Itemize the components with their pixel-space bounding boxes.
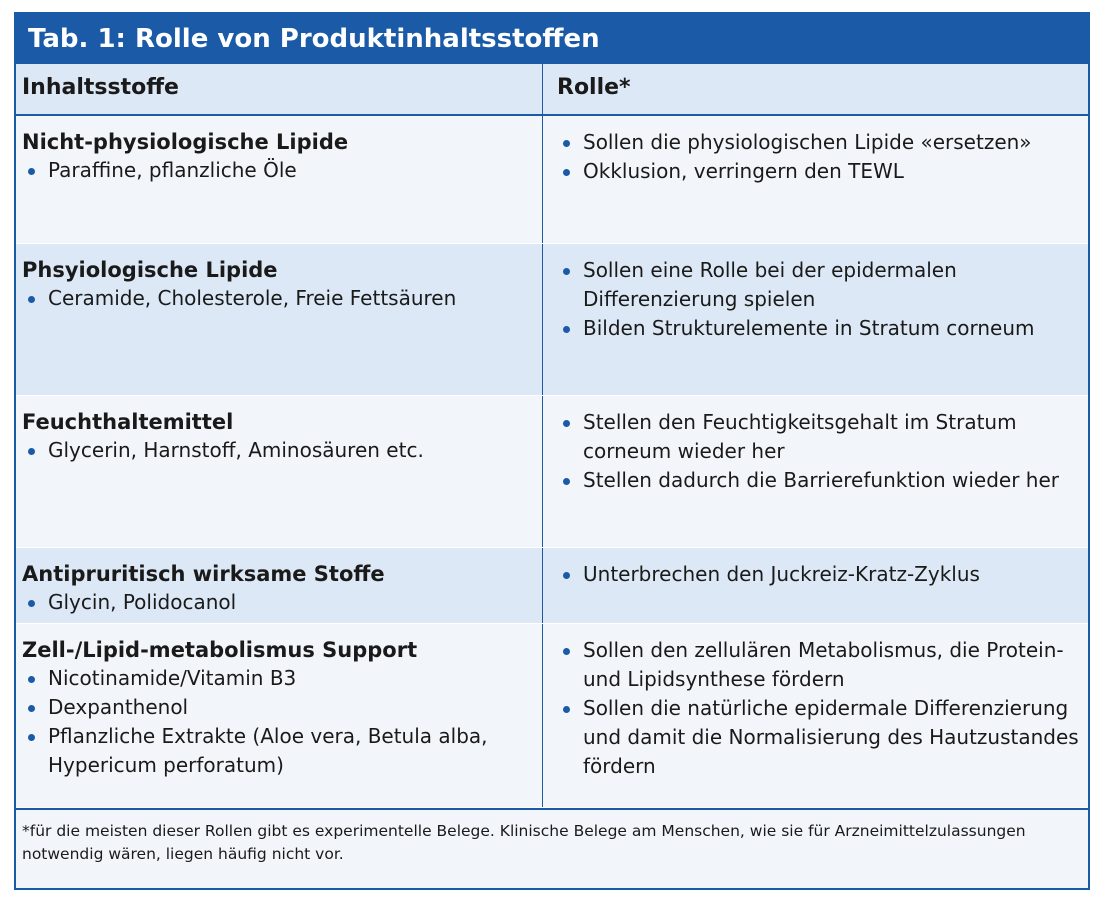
role-list: [557, 128, 1082, 186]
table-row: [16, 548, 1088, 624]
list-item: Glycin, Polidocanol: [22, 588, 536, 617]
role-list: [557, 560, 1082, 589]
ingredient-list: [22, 156, 536, 185]
role-cell: [542, 624, 1088, 807]
role-cell: [542, 116, 1088, 243]
role-list: [557, 256, 1082, 343]
list-item: Glycerin, Harnstoff, Aminosäuren etc.: [22, 436, 536, 465]
ingredient-cell: [16, 396, 542, 547]
role-list: [557, 408, 1082, 495]
role-list: [557, 636, 1082, 781]
table-row: [16, 396, 1088, 548]
list-item: Pflanzliche Extrakte (Aloe vera, Betula alba, Hypericum perforatum): [22, 722, 536, 780]
ingredients-table: [14, 12, 1090, 890]
list-item: Sollen den zellulären Metabolismus, die Protein- und Lipidsynthese fördern: [557, 636, 1082, 694]
category-title: Feuchthaltemittel: [22, 410, 234, 434]
ingredient-list: [22, 436, 536, 465]
role-cell: [542, 396, 1088, 547]
list-item: Stellen den Feuchtigkeitsgehalt im Stratum corneum wieder her: [557, 408, 1082, 466]
ingredient-cell: [16, 116, 542, 243]
category-title: Phsyiologische Lipide: [22, 258, 278, 282]
ingredient-list: [22, 664, 536, 780]
category-title: Nicht-physiologische Lipide: [22, 130, 349, 154]
role-cell: [542, 244, 1088, 395]
table-footnote: *für die meisten dieser Rollen gibt es experimentelle Belege. Klinische Belege am Menschen, wie sie für Arzneimittelzulassungen notwendig wären, liegen häufig nicht vor.: [16, 808, 1088, 890]
header-role: Rolle*: [542, 64, 1088, 114]
list-item: Ceramide, Cholesterole, Freie Fettsäuren: [22, 284, 536, 313]
list-item: Okklusion, verringern den TEWL: [557, 157, 1082, 186]
category-title: Zell-/Lipid-metabolismus Support: [22, 638, 418, 662]
list-item: Sollen die natürliche epidermale Differenzierung und damit die Normalisierung des Hautzustandes fördern: [557, 694, 1082, 781]
table-title: Tab. 1: Rolle von Produktinhaltsstoffen: [16, 14, 1088, 64]
list-item: Stellen dadurch die Barrierefunktion wieder her: [557, 466, 1082, 495]
ingredient-list: [22, 588, 536, 617]
ingredient-cell: [16, 548, 542, 623]
list-item: Paraffine, pflanzliche Öle: [22, 156, 536, 185]
list-item: Bilden Strukturelemente in Stratum corneum: [557, 314, 1082, 343]
list-item: Sollen eine Rolle bei der epidermalen Differenzierung spielen: [557, 256, 1082, 314]
category-title: Antipruritisch wirksame Stoffe: [22, 562, 385, 586]
header-ingredients: Inhaltsstoffe: [22, 75, 179, 100]
role-cell: [542, 548, 1088, 623]
list-item: Nicotinamide/Vitamin B3: [22, 664, 536, 693]
ingredient-list: [22, 284, 536, 313]
ingredient-cell: [16, 624, 542, 807]
table-row: [16, 624, 1088, 808]
table-row: [16, 116, 1088, 244]
ingredient-cell: [16, 244, 542, 395]
list-item: Unterbrechen den Juckreiz-Kratz-Zyklus: [557, 560, 1082, 589]
list-item: Dexpanthenol: [22, 693, 536, 722]
table-header-row: [16, 64, 1088, 116]
list-item: Sollen die physiologischen Lipide «ersetzen»: [557, 128, 1082, 157]
table-row: [16, 244, 1088, 396]
